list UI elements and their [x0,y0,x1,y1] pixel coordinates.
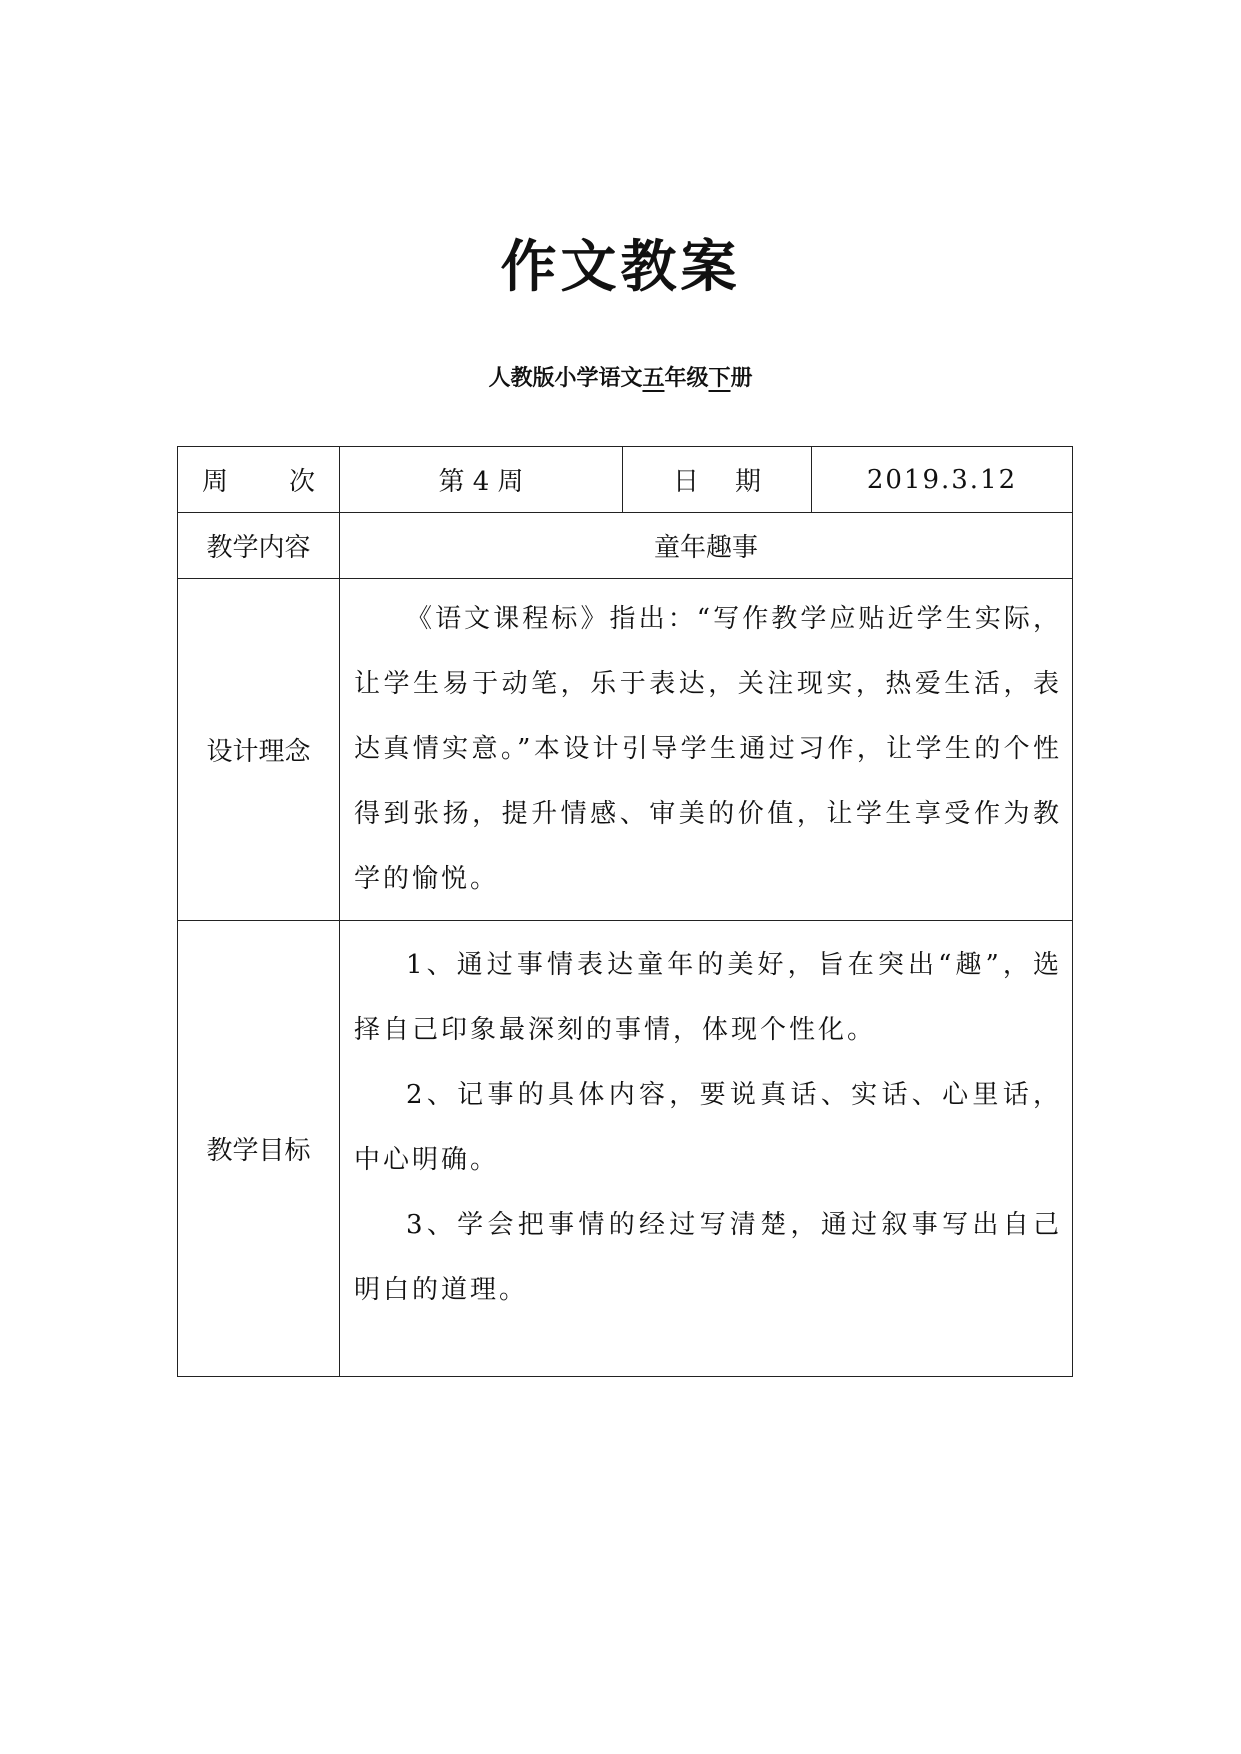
table-row-content [178,513,1073,579]
subtitle-prefix: 人教版小学语文 [488,366,643,391]
date-label-2: 期 [734,467,761,497]
concept-text: 《语文课程标》指出：“写作教学应贴近学生实际，让学生易于动笔，乐于表达，关注现实，热爱生活，表达真情实意。”本设计引导学生通过习作，让学生的个性得到张扬，提升情感、审美的价值，让学生享受作为教学的愉悦。 [354,604,1062,894]
subtitle-grade: 五 [642,366,665,391]
content-label: 教学内容 [178,513,340,579]
table-row-concept [178,579,1073,921]
subtitle-term: 下 [708,366,731,391]
concept-cell [340,579,1073,921]
week-label-cell [178,447,340,513]
page-subtitle [0,362,1241,396]
date-value: 2019.3.12 [812,447,1073,513]
week-value: 第 4 周 [340,447,623,513]
week-label-2: 次 [288,467,315,497]
week-label-1: 周 [202,467,229,497]
content-value: 童年趣事 [340,513,1073,579]
goal-item-1: 1、通过事情表达童年的美好，旨在突出“趣”，选择自己印象最深刻的事情，体现个性化。 [354,950,1062,1045]
goals-cell [340,921,1073,1377]
table-row-week [178,447,1073,513]
goal-item-3: 3、学会把事情的经过写清楚，通过叙事写出自己明白的道理。 [354,1210,1062,1305]
subtitle-mid: 年级 [664,366,709,391]
subtitle-suffix: 册 [730,366,753,391]
table-row-goals [178,921,1073,1377]
goals-label: 教学目标 [178,921,340,1377]
lesson-plan-table [177,446,1073,1377]
concept-label: 设计理念 [178,579,340,921]
page-title: 作文教案 [500,235,741,300]
date-label-1: 日 [673,467,700,497]
date-label-cell [623,447,812,513]
goal-item-2: 2、记事的具体内容，要说真话、实话、心里话，中心明确。 [354,1080,1062,1175]
